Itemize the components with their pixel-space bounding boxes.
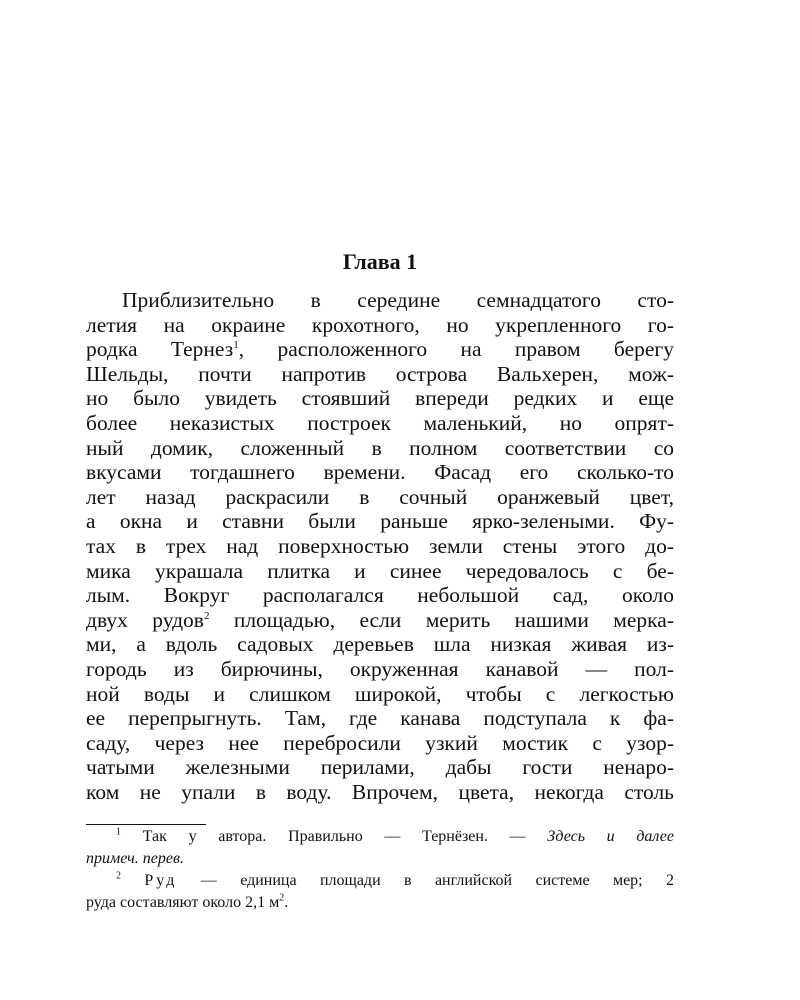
footnote-2 xyxy=(86,870,674,892)
text-line xyxy=(86,657,674,682)
text-line-content: двух рудов xyxy=(86,607,204,632)
text-line-content: саду, через нее перебросили узкий мостик с узор- xyxy=(86,730,674,755)
text-line-content: тах в трех над поверхностью земли стены этого до- xyxy=(86,533,674,558)
text-line xyxy=(86,362,674,387)
footnote-divider xyxy=(86,824,206,825)
text-line xyxy=(86,583,674,608)
footnote-1-cont xyxy=(86,848,674,870)
footnotes xyxy=(86,826,674,914)
text-line xyxy=(86,608,674,633)
text-line xyxy=(86,632,674,657)
superscript-square: 2 xyxy=(279,892,285,904)
text-line xyxy=(86,780,674,805)
text-line-content: родка Тернез xyxy=(86,337,234,362)
text-line-content: ной воды и слишком широкой, чтобы с легкостью xyxy=(86,681,674,706)
text-line xyxy=(86,485,674,510)
text-line xyxy=(86,460,674,485)
text-line-content: чатыми железными перилами, дабы гости ненаро- xyxy=(86,755,674,780)
text-line-content: летия на окраине крохотного, но укрепленного го- xyxy=(86,312,674,337)
text-line-content: мика украшала плитка и синее чередовалось с бе- xyxy=(86,558,674,583)
footnote-text: руда составляют около 2,1 м xyxy=(86,894,280,911)
text-line-content: Приблизительно в середине семнадцатого сто- xyxy=(122,288,674,312)
text-line xyxy=(86,436,674,461)
text-line-content: ный домик, сложенный в полном соответствии со xyxy=(86,435,674,460)
text-line xyxy=(86,411,674,436)
footnote-italic: Здесь и далее xyxy=(547,828,675,845)
text-line-content: вкусами тогдашнего времени. Фасад его сколько-то xyxy=(86,460,674,485)
text-line xyxy=(86,534,674,559)
text-line-content: лет назад раскрасили в сочный оранжевый цвет, xyxy=(86,484,674,509)
text-line xyxy=(86,313,674,338)
text-line-content: Шельды, почти напротив острова Вальхерен, мож- xyxy=(86,361,674,386)
text-line-content: более неказистых построек маленький, но опрят- xyxy=(86,410,674,435)
body-paragraph xyxy=(86,288,674,804)
text-line xyxy=(86,509,674,534)
footnote-number: 2 xyxy=(116,870,121,882)
footnote-marker[interactable]: 1 xyxy=(233,339,239,352)
text-line-content: ми, а вдоль садовых деревьев шла низкая живая из- xyxy=(86,632,674,657)
text-line xyxy=(86,682,674,707)
text-line xyxy=(86,386,674,411)
text-line xyxy=(86,755,674,780)
footnote-text: Так у автора. Правильно — Тернёзен. — xyxy=(121,828,548,845)
footnote-italic: примеч. перев. xyxy=(86,850,184,867)
text-line-content: , расположенного на правом берегу xyxy=(238,337,674,362)
text-line xyxy=(86,559,674,584)
text-line-content: площадью, если мерить нашими мерка- xyxy=(209,607,674,632)
text-line xyxy=(86,731,674,756)
text-line-content: ком не упали в воду. Впрочем, цвета, некогда столь xyxy=(86,779,674,804)
text-line-content: но было увидеть стоявший впереди редких и еще xyxy=(86,386,674,411)
text-line-content: лым. Вокруг располагался небольшой сад, около xyxy=(86,583,674,608)
text-line xyxy=(86,706,674,731)
footnote-number: 1 xyxy=(116,826,121,838)
footnote-end: . xyxy=(284,894,289,911)
text-line-content: ее перепрыгнуть. Там, где канава подступала к фа- xyxy=(86,706,674,731)
footnote-text: — единица площади в английской системе мер; 2 xyxy=(177,872,675,889)
text-line-content: городь из бирючины, окруженная канавой — пол- xyxy=(86,656,674,681)
text-line xyxy=(86,337,674,362)
footnote-2-cont xyxy=(86,892,674,914)
text-line xyxy=(86,288,674,313)
footnote-1 xyxy=(86,826,674,848)
footnote-term: Руд xyxy=(144,872,178,889)
text-line-content: а окна и ставни были раньше ярко-зелеными. Фу- xyxy=(86,509,674,534)
footnote-marker[interactable]: 2 xyxy=(203,609,210,622)
chapter-title: Глава 1 xyxy=(342,249,418,274)
